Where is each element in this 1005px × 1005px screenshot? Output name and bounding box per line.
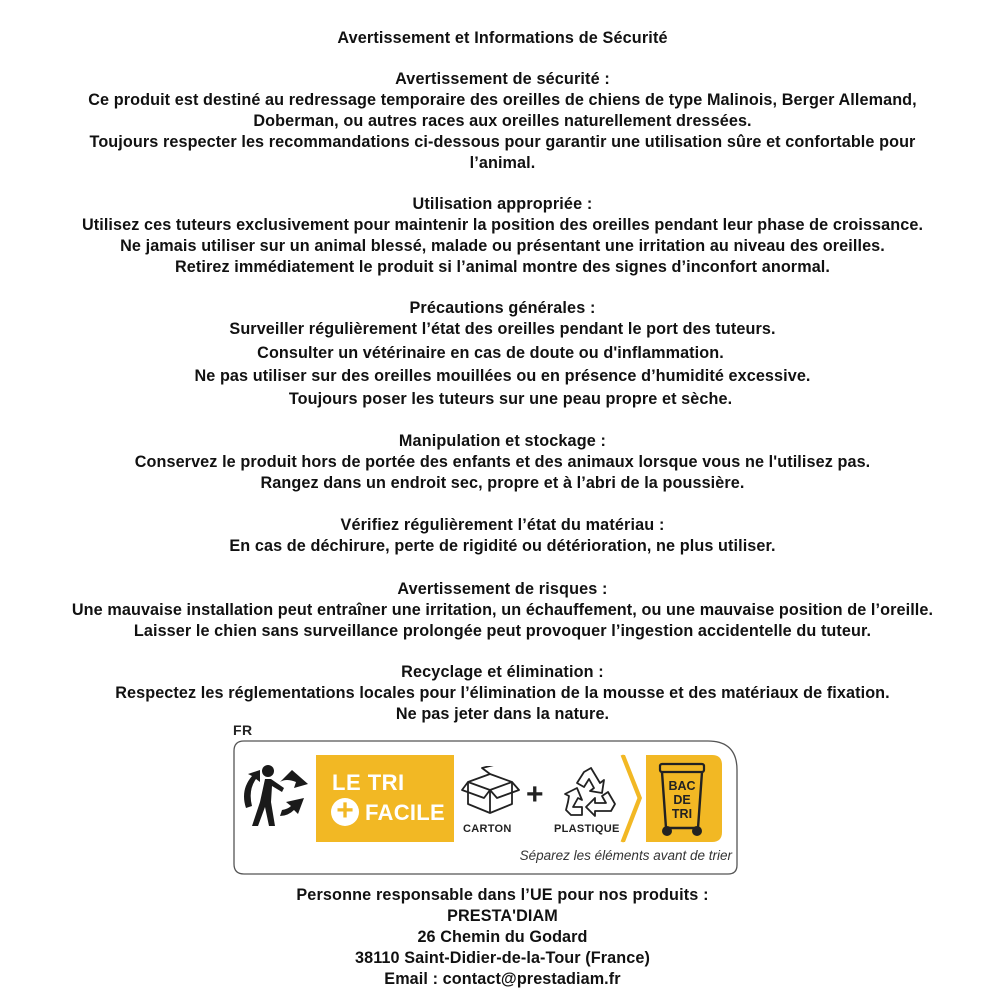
text-line: Doberman, ou autres races aux oreilles naturellement dressées. <box>253 112 752 130</box>
text-line: Toujours poser les tuteurs sur une peau propre et sèche. <box>288 390 733 408</box>
text-line: Conservez le produit hors de portée des enfants et des animaux lorsque vous ne l'utilisez pas. <box>134 453 871 471</box>
bin-line3: TRI <box>671 807 693 821</box>
company-email: Email : contact@prestadiam.fr <box>384 970 621 988</box>
tri-line2: FACILE <box>365 800 446 825</box>
text-line: Ne jamais utiliser sur un animal blessé, malade ou présentant une irritation au niveau des oreilles. <box>120 237 885 255</box>
text-line: Rangez dans un endroit sec, propre et à l’abri de la poussière. <box>260 474 745 492</box>
text-line: Toujours respecter les recommandations ci-dessous pour garantir une utilisation sûre et confortable pour <box>89 133 916 151</box>
text-line: Surveiller régulièrement l’état des oreilles pendant le port des tuteurs. <box>229 320 776 338</box>
plastique-label: PLASTIQUE <box>554 823 620 835</box>
text-line: Respectez les réglementations locales pour l’élimination de la mousse et des matériaux de fixation. <box>115 684 890 702</box>
triman-icon <box>238 762 310 834</box>
tri-line1: LE TRI <box>332 770 405 795</box>
recycle-icon <box>562 766 620 818</box>
responsible-heading: Personne responsable dans l’UE pour nos produits : <box>296 886 709 904</box>
company-street: 26 Chemin du Godard <box>417 928 588 946</box>
text-line: Ce produit est destiné au redressage temporaire des oreilles de chiens de type Malinois, Berger Allemand, <box>88 91 917 109</box>
separate-instruction: Séparez les éléments avant de trier <box>519 848 732 863</box>
section-heading-safety: Avertissement de sécurité : <box>395 70 610 88</box>
tri-plus-badge <box>331 794 359 827</box>
document-title: Avertissement et Informations de Sécurité <box>337 29 668 47</box>
section-heading-risks: Avertissement de risques : <box>397 580 608 598</box>
text-line: Retirez immédiatement le produit si l’animal montre des signes d’inconfort anormal. <box>174 258 831 276</box>
company-name: PRESTA'DIAM <box>447 907 558 925</box>
text-line: Ne pas jeter dans la nature. <box>395 705 610 723</box>
section-heading-usage: Utilisation appropriée : <box>412 195 593 213</box>
section-heading-material: Vérifiez régulièrement l’état du matériau : <box>340 516 665 534</box>
text-line: Consulter un vétérinaire en cas de doute ou d'inflammation. <box>257 344 724 362</box>
company-city: 38110 Saint-Didier-de-la-Tour (France) <box>355 949 650 967</box>
bin-line2: DE <box>673 793 691 807</box>
text-line: Ne pas utiliser sur des oreilles mouillées ou en présence d’humidité excessive. <box>194 367 811 385</box>
tri-plus: + <box>336 794 354 827</box>
recycling-logo <box>232 740 740 876</box>
text-line: Une mauvaise installation peut entraîner une irritation, un échauffement, ou une mauvaise position de l’oreille. <box>71 601 934 619</box>
section-heading-recycling: Recyclage et élimination : <box>401 663 604 681</box>
country-code: FR <box>233 722 253 738</box>
section-heading-precautions: Précautions générales : <box>409 299 596 317</box>
text-line: En cas de déchirure, perte de rigidité ou détérioration, ne plus utiliser. <box>229 537 776 555</box>
text-line: Utilisez ces tuteurs exclusivement pour maintenir la position des oreilles pendant leur phase de croissance. <box>81 216 924 234</box>
carton-label: CARTON <box>463 823 512 835</box>
section-heading-storage: Manipulation et stockage : <box>398 432 607 450</box>
plus-sign: + <box>526 778 544 811</box>
text-line: l’animal. <box>469 154 536 172</box>
text-line: Laisser le chien sans surveillance prolongée peut provoquer l’ingestion accidentelle du tuteur. <box>133 622 872 640</box>
bin-line1: BAC <box>668 779 696 793</box>
carton-box-icon <box>460 766 522 818</box>
